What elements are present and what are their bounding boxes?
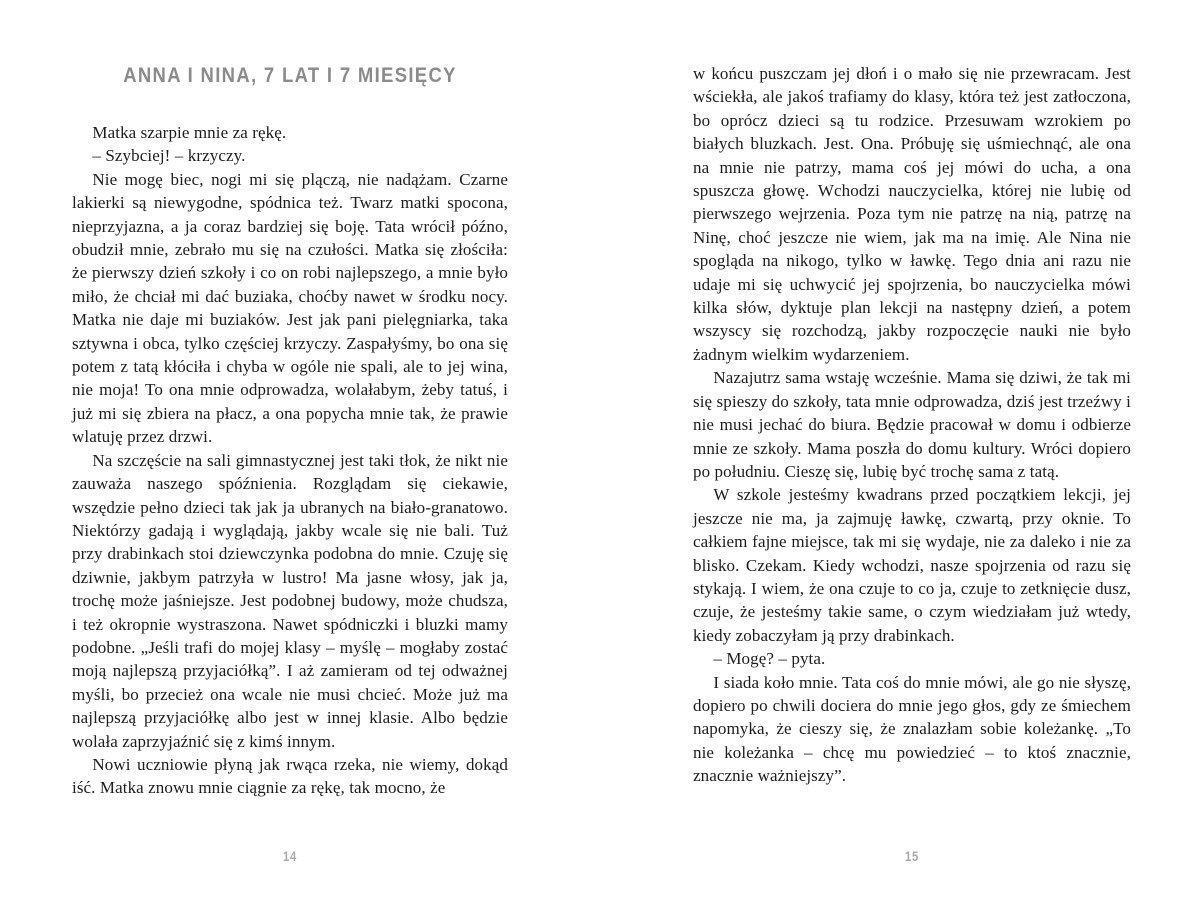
chapter-heading: ANNA I NINA, 7 LAT I 7 MIESIĘCY [123, 64, 457, 87]
body-paragraph: Na szczęście na sali gimnastycznej jest taki tłok, że nikt nie zauważa naszego spóźnienia. Rozglądam się ciekawie, wszędzie pełno dzieci tak jak ja ubranych na biało-granatowo. Niektórzy gadają i wyglądają, jakby wcale się nie bali. Tuż przy drabinkach stoi dziewczynka podobna do mnie. Czuję się dziwnie, jakbym patrzyła w lustro! Ma jasne włosy, jak ja, trochę może jaśniejsze. Jest podobnej budowy, może chudsza, i też okropnie wystraszona. Nawet spódniczki i bluzki mamy podobne. „Jeśli trafi do mojej klasy – myślę – mogłaby zostać moją najlepszą przyjaciółką”. I aż zamieram od tej odważnej myśli, bo przecież ona wcale nie musi chcieć. Może już ma najlepszą przyjaciółkę albo jest w innej klasie. Albo będzie wolała zaprzyjaźnić się z kimś innym. [72, 450, 508, 751]
body-paragraph: Nazajutrz sama wstaję wcześnie. Mama się dziwi, że tak mi się spieszy do szkoły, tata mnie odprowadza, dziś jest trzeźwy i nie musi jechać do biura. Będzie pracował w domu i odbierze mnie ze szkoły. Mama poszła do domu kultury. Wróci dopiero po południu. Cieszę się, lubię być trochę sama z tatą. [693, 368, 1131, 481]
page-number-left: 14 [282, 848, 298, 864]
body-paragraph: – Szybciej! – krzyczy. [92, 146, 246, 166]
page-right [693, 62, 1131, 788]
body-paragraph: Matka szarpie mnie za rękę. [92, 123, 287, 142]
page-left [72, 64, 508, 800]
body-paragraph: Nowi uczniowie płyną jak rwąca rzeka, nie wiemy, dokąd iść. Matka znowu mnie ciągnie za rękę, tak mocno, że [72, 754, 508, 798]
body-paragraph: Nie mogę biec, nogi mi się plączą, nie nadążam. Czarne lakierki są niewygodne, spódnica też. Twarz matki spocona, nieprzyjazna, a ja coraz bardziej się boję. Tata wrócił późno, obudził mnie, zebrało mu się na czułości. Matka się złościła: że pierwszy dzień szkoły i co on robi najlepszego, a mnie było miło, że chciał mi dać buziaka, choćby nawet w środku nocy. Matka nie daje mi buziaków. Jest jak pani pielęgniarka, taka sztywna i obca, tylko częściej krzyczy. Zaspałyśmy, bo ona się potem z tatą kłóciła i chyba w ogóle nie spali, ale to jej wina, nie moja! To ona mnie odprowadza, wolałabym, żeby tatuś, i już mi się zbiera na płacz, a ona popycha mnie tak, że prawie wlatuję przez drzwi. [72, 169, 508, 447]
body-paragraph: – Mogę? – pyta. [713, 649, 826, 669]
page-number-right: 15 [904, 848, 920, 864]
body-paragraph: w końcu puszczam jej dłoń i o mało się nie przewracam. Jest wściekła, ale jakoś trafiamy do klasy, która też jest zatłoczona, bo oprócz dzieci są tu rodzice. Przesuwam wzrokiem po białych bluzkach. Jest. Ona. Próbuję się uśmiechnąć, ale ona na mnie nie patrzy, mama coś jej mówi do ucha, a ona spuszcza głowę. Wchodzi nauczycielka, której nie lubię od pierwszego wejrzenia. Poza tym nie patrzę na nią, patrzę na Ninę, choć jeszcze nie wiem, jak ma na imię. Ale Nina nie spogląda na nikogo, tylko w ławkę. Tego dnia ani razu nie udaje mi się uchwycić jej spojrzenia, bo nauczycielka mówi kilka słów, dyktuje plan lekcji na następny dzień, a potem wszyscy się rozchodzą, jakby rozpoczęcie nauki nie było żadnym wielkim wydarzeniem. [693, 64, 1131, 364]
body-paragraph: W szkole jesteśmy kwadrans przed początkiem lekcji, jej jeszcze nie ma, ja zajmuję ławkę, czwartą, przy oknie. To całkiem fajne miejsce, tak mi się wydaje, nie za daleko i nie za blisko. Czekam. Kiedy wchodzi, nasze spojrzenia od razu się stykają. I wiem, że ona czuje to co ja, czuje to zetknięcie dusz, czuje, że jesteśmy takie same, o czym wiedziałam już wtedy, kiedy zobaczyłam ją przy drabinkach. [693, 485, 1131, 645]
body-paragraph: I siada koło mnie. Tata coś do mnie mówi, ale go nie słyszę, dopiero po chwili dociera do mnie jego głos, gdy ze śmiechem napomyka, że cieszy się, że znalazłam sobie koleżankę. „To nie koleżanka – chcę mu powiedzieć – to ktoś znacznie, znacznie ważniejszy”. [693, 672, 1131, 786]
